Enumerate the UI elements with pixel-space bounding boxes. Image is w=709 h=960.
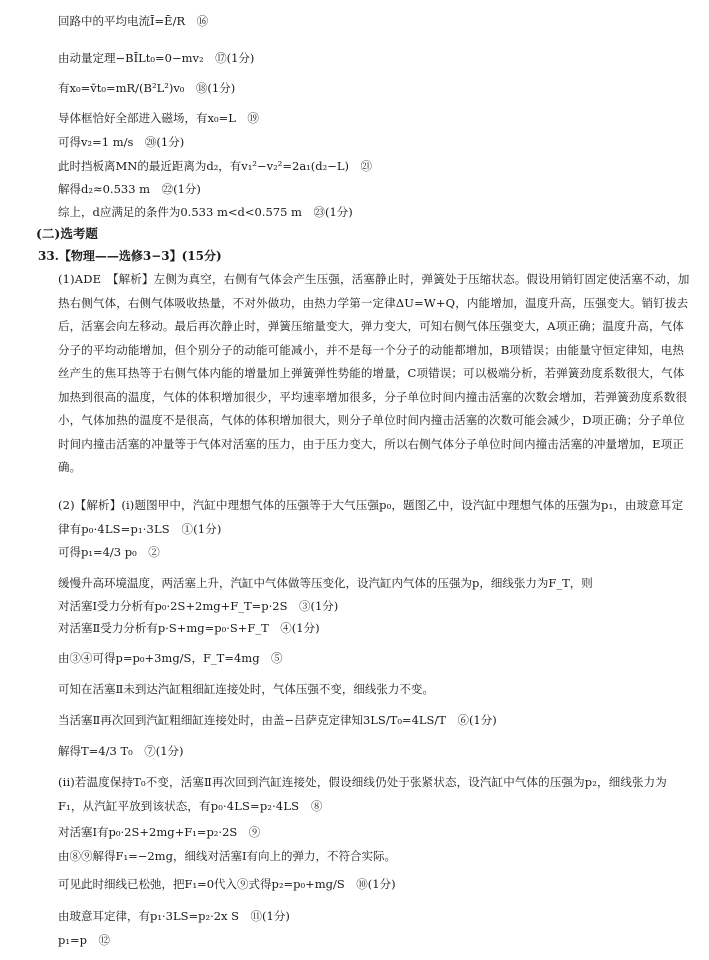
text-line: 综上，d应满足的条件为0.533 m<d<0.575 m ㉓(1分)	[58, 205, 353, 219]
text-line: 由③④可得p=p₀+3mg/S，F_T=4mg ⑤	[58, 651, 283, 665]
text-paragraph: (ii)若温度保持T₀不变，活塞Ⅱ再次回到汽缸连接处，假设细线仍处于张紧状态，设汽缸中气体的压强为p₂，细线张力为F₁，从汽缸平放到该状态，有p₀·4LS=p₂·4LS ⑧	[58, 775, 667, 813]
text-line: 对活塞Ⅰ受力分析有p₀·2S+2mg+F_T=p·2S ③(1分)	[58, 599, 339, 613]
text-line: 由动量定理−BĪLt₀=0−mv₂ ⑰(1分)	[58, 51, 255, 65]
text-line: 当活塞Ⅱ再次回到汽缸粗细缸连接处时，由盖−吕萨克定律知3LS/T₀=4LS/T ⑥(1分)	[58, 713, 497, 727]
text-line: p₁=p ⑫	[58, 933, 110, 947]
text-line: 此时挡板离MN的最近距离为d₂，有v₁²−v₂²=2a₁(d₂−L) ㉑	[58, 159, 373, 173]
text-line: 可见此时细线已松弛，把F₁=0代入⑨式得p₂=p₀+mg/S ⑩(1分)	[58, 877, 396, 891]
part1-paragraph: (1)ADE 【解析】左侧为真空，右侧有气体会产生压强，活塞静止时，弹簧处于压缩状态。假设用销钉固定使活塞不动，加热右侧气体，右侧气体吸收热量，不对外做功，由热力学第一定律ΔU=W+Q，内能增加，温度升高，压强变大。销钉拔去后，活塞会向左移动。最后再次静止时，弹簧压缩量变大，弹力变大，可知右侧气体压强变大，A项正确；温度升高，气体分子的平均动能增加，但个别分子的动能可能减小，并不是每一个分子的动能都增加，B项错误；由能量守恒定律知，电热丝产生的焦耳热等于右侧气体内能的增量加上弹簧弹性势能的增量，C项错误；可以极端分析，若弹簧劲度系数很大，气体加热到很高的温度，气体的体积增加很少，平均速率增加很多，分子单位时间内撞击活塞的次数会增加，若弹簧劲度系数很小，气体加热的温度不是很高，气体的体积增加很大，则分子单位时间内撞击活塞的次数可能会减少，D项正确；分子单位时间内撞击活塞的冲量等于气体对活塞的压力，由于压力变大，所以右侧气体分子单位时间内撞击活塞的冲量增加，E项正确。	[58, 272, 690, 474]
text-line: 由玻意耳定律，有p₁·3LS=p₂·2x S ⑪(1分)	[58, 909, 290, 923]
question-header: 33.【物理——选修3−3】(15分)	[38, 249, 222, 263]
text-line: 可知在活塞Ⅱ未到达汽缸粗细缸连接处时，气体压强不变，细线张力不变。	[58, 682, 434, 696]
text-line: 由⑧⑨解得F₁=−2mg，细线对活塞Ⅰ有向上的弹力，不符合实际。	[58, 849, 396, 863]
text-line: 可得v₂=1 m/s ⑳(1分)	[58, 135, 185, 149]
text-line: 对活塞Ⅱ受力分析有p·S+mg=p₀·S+F_T ④(1分)	[58, 621, 320, 635]
text-line: 有x₀=v̄t₀=mR/(B²L²)v₀ ⑱(1分)	[58, 81, 236, 95]
text-line: 对活塞Ⅰ有p₀·2S+2mg+F₁=p₂·2S ⑨	[58, 825, 261, 839]
text-line: 解得T=4/3 T₀ ⑦(1分)	[58, 744, 184, 758]
part2-intro: (2)【解析】(i)题图甲中，汽缸中理想气体的压强等于大气压强p₀，题图乙中，设汽缸中理想气体的压强为p₁，由玻意耳定律有p₀·4LS=p₁·3LS ①(1分)	[58, 498, 684, 536]
text-line: 回路中的平均电流Ī=Ē/R ⑯	[58, 14, 209, 28]
text-line: 缓慢升高环境温度，两活塞上升，汽缸中气体做等压变化，设汽缸内气体的压强为p，细线张力为F_T，则	[58, 576, 593, 590]
text-line: 导体框恰好全部进入磁场，有x₀=L ⑲	[58, 111, 259, 125]
section-header: (二)选考题	[36, 226, 98, 241]
text-line: 可得p₁=4/3 p₀ ②	[58, 545, 160, 559]
text-line: 解得d₂≈0.533 m ㉒(1分)	[58, 182, 201, 196]
